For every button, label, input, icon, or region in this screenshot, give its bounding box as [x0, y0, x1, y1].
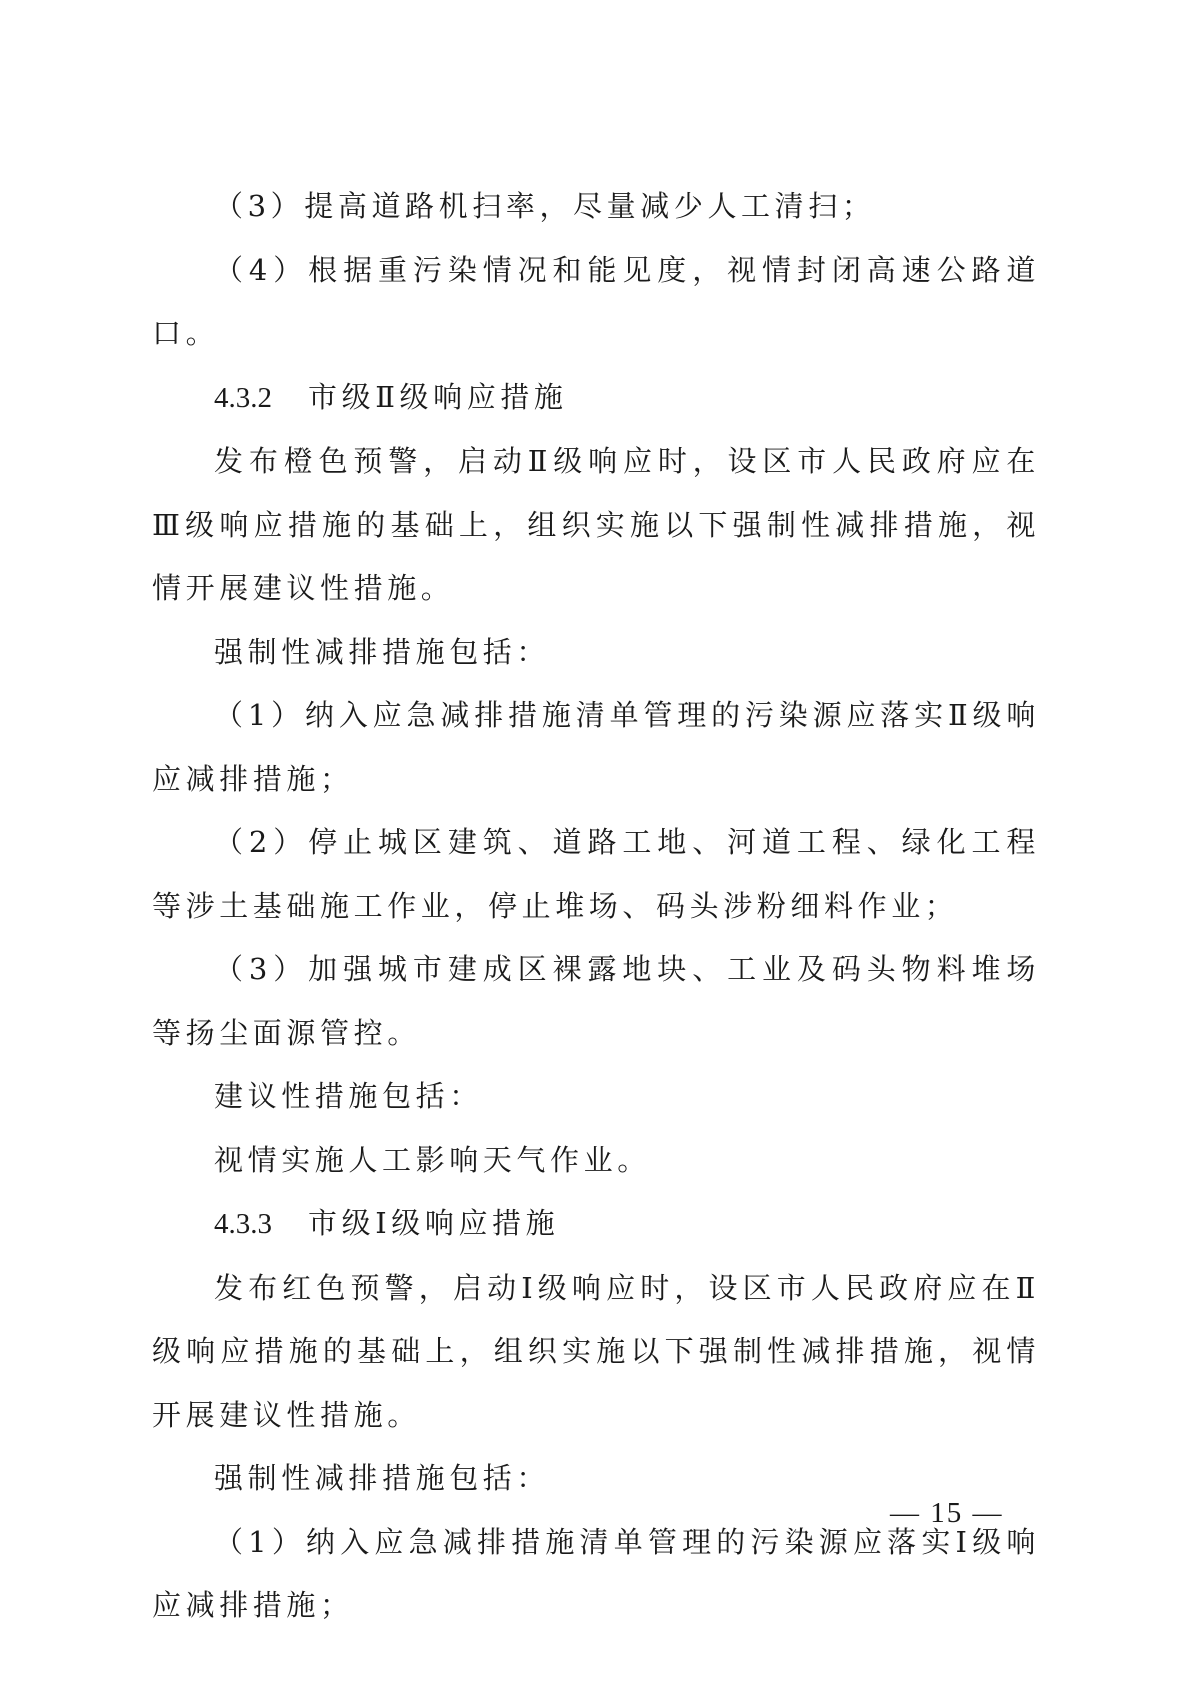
paragraph: （2）停止城区建筑、道路工地、河道工程、绿化工程等涉土基础施工作业，停止堆场、码头涉粉细料作业；: [152, 825, 1040, 923]
section-number: 4.3.3: [214, 1208, 272, 1240]
paragraph: 发布橙色预警，启动Ⅱ级响应时，设区市人民政府应在Ⅲ级响应措施的基础上，组织实施以下强制性减排措施，视情开展建议性措施。: [152, 444, 1040, 605]
paragraph: （4）根据重污染情况和能见度，视情封闭高速公路道口。: [152, 252, 1040, 350]
section-heading: [152, 1192, 1040, 1257]
paragraph: （3）加强城市建成区裸露地块、工业及码头物料堆场等扬尘面源管控。: [152, 952, 1040, 1050]
document-body: [152, 175, 1040, 1638]
paragraph: 建议性措施包括：: [214, 1079, 483, 1113]
paragraph: （1）纳入应急减排措施清单管理的污染源应落实Ⅱ级响应减排措施；: [152, 698, 1040, 796]
paragraph: 发布红色预警，启动Ⅰ级响应时，设区市人民政府应在Ⅱ级响应措施的基础上，组织实施以下强制性减排措施，视情开展建议性措施。: [152, 1270, 1040, 1432]
paragraph: （3）提高道路机扫率，尽量减少人工清扫；: [214, 189, 876, 223]
section-title: 市级Ⅱ级响应措施: [308, 379, 568, 414]
section-number: 4.3.2: [214, 381, 272, 414]
paragraph: （1）纳入应急减排措施清单管理的污染源应落实Ⅰ级响应减排措施；: [152, 1524, 1040, 1622]
paragraph: 视情实施人工影响天气作业。: [214, 1142, 651, 1177]
page-number: — 15 —: [890, 1497, 1004, 1529]
section-heading: [152, 366, 1040, 431]
paragraph: 强制性减排措施包括：: [214, 1461, 551, 1495]
section-title: 市级Ⅰ级响应措施: [308, 1206, 560, 1240]
paragraph: 强制性减排措施包括：: [214, 634, 551, 669]
